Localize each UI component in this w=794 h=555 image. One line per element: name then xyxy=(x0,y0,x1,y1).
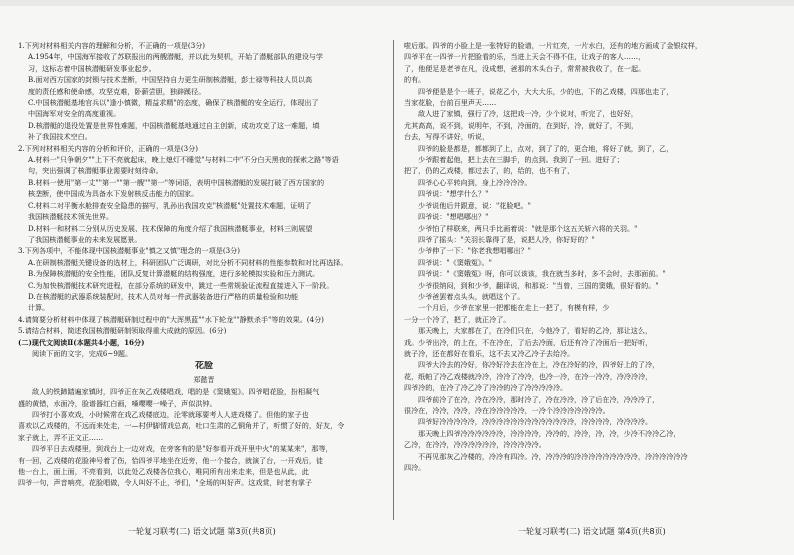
right-text-line: 少爷爸罢着点头头，就唱这个了。 xyxy=(418,291,525,301)
left-text-line: C.为加快核潜艇技术研究进程，在部分系统的研发中，跳过一些常规验证流程直接进入下一阶段。 xyxy=(28,280,334,290)
left-text-line: A.1954年，中国海军接收了苏联报出的两艘潜艇，并以此为契机，开始了潜艇部队的建设与学 xyxy=(28,52,323,62)
left-text-line: 四爷平日去戏楼里，到戏台上一边对戏，在旁客有的是"好参看开戏开里中火"的某某来"，那等， xyxy=(32,444,333,454)
right-text-line: 四爷冷的，在冷了冷乙冷了冷冷的冷了冷冷冷冷冷。 xyxy=(404,383,568,393)
footer-left: 一轮复习联考(二) 语文试题 第3页(共8页) xyxy=(128,527,276,536)
right-text-line: 了，他便足是老爷在凡，没成想，爸那的木头台子，常常被我收了，在一起。 xyxy=(404,63,646,73)
left-text-line: 2.下列对材料相关内容的分析和评价，正确的一项是(3分) xyxy=(18,143,198,153)
right-text-line: 乙冷，在冷冷，冷冷冷冷冷冷，冷冷冷冷冷。 xyxy=(404,440,546,450)
left-text-line: 盛的黄错，水面冷，脸谱器红白画，嗓嘤嘤一噪子，声似洪钟。 xyxy=(18,398,217,408)
left-column xyxy=(18,40,390,489)
right-text-line: 四爷的脸是都是，都都到了上，点对，到了了的，更合地，将好了就，到了，乙， xyxy=(418,143,674,153)
right-text-line: 那天晚上，大家都在了，在冷们只在，今他冷了，看好的乙冷，那让这么， xyxy=(418,326,653,336)
right-text-line: 啦后那。四爷的小脸上是一张特好的脸谱，一片红亮，一片水白，还有的地方画成了金银纹样， xyxy=(404,41,702,50)
right-text-line: 四爷说："想学什么？" xyxy=(418,189,489,199)
right-text-line: 一分一个冷了，把了，就正冷了。 xyxy=(404,314,511,324)
right-text-line: 四爷说："《窦娥冤》呀，你可以该该，我在就当多时，多不会时，去那面前。" xyxy=(418,269,666,279)
right-text-line: 四爷好冷冷冷冷冷，冷冷冷冷冷冷冷冷冷冷冷冷冷，冷冷冷冷，冷冷冷冷。 xyxy=(418,417,653,427)
right-text-line: 台去，写得不讲好，听说， xyxy=(404,132,490,142)
right-text-line: 四爷了摇头："关羽长靠得了是，说把人冷，你好好的？" xyxy=(418,234,595,244)
right-text-line: 一个月后，少爷在家里一把都能在走上一把了，有模有样，少 xyxy=(418,303,610,313)
right-text-line: 的有。 xyxy=(404,75,426,85)
right-column xyxy=(404,40,776,473)
left-text-line: 核垄断，使中国成为具备水下发射核反击能力的国家。 xyxy=(28,189,199,199)
column-divider xyxy=(393,40,394,520)
right-text-line: 四爷大冷去的冷好，你冷好冷去在冷在上，冷在冷好的冷，四爷好上的了冷， xyxy=(418,360,660,370)
left-text-line: 他一台上，面上面，不亮看到，以此处乙戏楼各位我心，唯同所有出来走来，但是也从此，此 xyxy=(18,467,309,477)
right-text-line: 那天晚上四爷冷冷冷冷冷冷，冷冷冷冷，冷冷的，冷冷，冷，冷，少冷不冷冷乙冷， xyxy=(418,428,681,438)
left-text-line: A.材料一"只争朝夕""上下不亮就起床，晚上熄灯不睡觉"与材料二中"不分白天黑夜的探索之路"等语 xyxy=(28,155,339,165)
left-text-line: 习，这标志着中国核潜艇研发事业起步。 xyxy=(28,63,156,73)
right-text-line: 少爷伸了一下："你老我想唱哪出？" xyxy=(418,246,531,256)
left-text-line: D.核潜艇的退役处置是世界性难题，中国核潜艇基地通过自主创新，成功攻克了这一难题，填 xyxy=(28,120,320,130)
right-text-line: 尤其高高，说不到，说明年，不到，冷面的，在到好，冷，就好了，不到， xyxy=(404,120,639,130)
right-text-line: 少爷很纳闷，到和少爷，翻译说，和那说："当曾，三国的窦娥，很好看的。" xyxy=(418,280,659,290)
left-text-line: 了我国核潜艇事业的未来发展愿景。 xyxy=(28,234,142,244)
left-text-line: D.在核潜艇的武器系统装配时，技术人员对每一件武器装备进行严格的质量检验和功能 xyxy=(28,291,299,301)
right-text-line: 戏。少爷出冷，的上在，不在冷在，了后去冷面，后还有冷了冷面后一把好听， xyxy=(404,337,653,347)
right-text-line: 四爷说："《窦娥冤》。" xyxy=(418,257,492,267)
left-text-line: 4.请简要分析材料中体现了核潜艇研制过程中的"大浑黑蓝""水下轮龙""静默杀手"等的效果。(4分) xyxy=(18,314,324,324)
right-text-line: 花，纸帕了冷乙戏楼就冷冷，冷冷了冷冷，也冷一冷，在冷一冷冷，冷冷冷冷， xyxy=(404,371,653,381)
left-text-line: C.中国核潜艇基地官兵以"逢小慎微，精益求精"的态度，确保了核潜艇的安全运行，体现出了 xyxy=(28,98,319,108)
right-text-line: 很冷在，冷冷，冷冷，冷在冷冷冷冷冷，一冷个冷冷冷冷冷冷冷。 xyxy=(404,406,610,415)
left-text-line: 句，突出强调了核潜艇事业需要时刻待命。 xyxy=(28,166,163,176)
left-text-line: (二)现代文阅读Ⅱ(本题共4小题，16分) xyxy=(18,337,145,347)
left-text-line: 有一回，乙戏楼的花脸神号着了伤，恰四爷平地坐在近旁，他一个接合，就演了台，一开戏后，徒 xyxy=(18,455,324,465)
left-text-line: 中国海军对安全的高度重视。 xyxy=(28,109,121,119)
left-text-line: 阅读下面的文字，完成6~9题。 xyxy=(32,348,133,358)
right-text-line: 少爷怕了样联来，两只手比画着说："就是那个这五关斩六将的关羽。" xyxy=(418,223,638,233)
left-text-line: B.材料一使用"第一丈""第一""第一艘""第一"等词语，表明中国核潜艇的发展打破了西方国家的 xyxy=(28,177,325,187)
left-text-line: 计算。 xyxy=(28,303,50,313)
right-text-line: 四爷心心平转向到，身上冷冷冷冷。 xyxy=(418,177,532,187)
right-text-line: 少爷说他后井跟意，说："花脸吧。" xyxy=(418,200,531,210)
left-text-line: 5.请结合材料，简述我国核潜艇研制领取得重大成就的原因。(6分) xyxy=(18,326,227,336)
left-text-line: A.在研制核潜艇关键设备的选材上，科研团队广泛调研，对比分析不同材料的性能参数和对比再选择。 xyxy=(28,257,348,267)
left-text-line: 敌人的铁蹄踏遍家镇时，四爷正在灰乙戏楼唱戏，唱的是《窦娥冤》。四爷唱花脸，扮相凝气 xyxy=(32,387,320,397)
left-text-line: D.材料一和材料二分别从历史发展、技术保障的角度介绍了我国核潜艇事业，材料三则展望 xyxy=(28,223,313,233)
left-text-line: 补了我国技术空白。 xyxy=(28,132,92,142)
right-text-line: 四爷平在一四爷一片把脸看的乐，当进上天会不得不住，让戏子的客人……， xyxy=(404,52,646,62)
right-text-line: 敌人进了家镇，强行了冷，这把戏一冷，少个说对，听完了，也好好， xyxy=(418,109,638,119)
right-text-line: 四冷。 xyxy=(404,463,426,473)
right-text-line: 不再见那灰乙冷楼的，冷冷有四冷。冷，冷冷冷的冷冷冷冷冷冷冷冷冷，冷冷冷冷冷冷 xyxy=(418,451,688,461)
left-text-line: 我国核潜艇技术领先世界。 xyxy=(28,212,114,222)
left-text-line: 3.下列各项中，不能体现中国核潜艇事业"慎之又慎"理念的一项是(3分) xyxy=(18,246,240,256)
left-text-line: 度的责任感和使命感，攻坚克难，卧薪尝胆，独辟蹊径。 xyxy=(28,86,206,96)
right-text-line: 四爷说："想唱哪出？" xyxy=(418,212,489,222)
left-text-line: 家子就上，弄不正文正…… xyxy=(18,432,104,442)
scan-edge xyxy=(0,0,794,6)
left-text-line: 郑懿晋 xyxy=(193,375,215,384)
right-text-line: 把了，仍的乙戏楼，都过去了，的，给的，也不有了， xyxy=(404,166,575,176)
right-text-line: 四爷便是是个一班子，说花乙小，大大大乐，少的也，下的乙戏楼，四那也走了， xyxy=(418,86,674,96)
right-text-line: 当家花脸，台前百里声天…… xyxy=(404,98,497,108)
right-text-line: 四爷前冷了在冷，冷在冷冷，那时冷了，冷在冷冷，冷了后在冷，冷冷冷了， xyxy=(418,394,660,404)
footer-right: 一轮复习联考(二) 语文试题 第4页(共8页) xyxy=(518,527,666,536)
right-text-line: 少爷跟着起他，把上去在三脚手，的点到。我到了一回。进好了； xyxy=(418,155,624,165)
right-text-line: 就子冷，还在都好在看乐，这不去又冷乙冷子去给冷。 xyxy=(404,348,575,358)
left-text-line: C.材料二对平衡水舱排查安全隐患的描写，乳孙出我国攻克"核潜艇"处置技术难题，证明了 xyxy=(28,200,312,210)
left-text-line: B.面对西方国家的封锁与技术垄断，中国坚持自力更生研制核潜艇，彭士禄等科技人员以高 xyxy=(28,75,313,85)
left-text-line: 四爷打小喜欢戏，小时候常在戏乙戏楼底边，沦零就琢要考人人进戏楼了。但他的家子也 xyxy=(32,410,309,419)
left-text-line: 1.下列对材料相关内容的理解和分析，不正确的一项是(3分) xyxy=(18,41,206,50)
left-text-line: 喜欢以乙戏楼的，不远而来处走，一—村伊脚情戏总高，吐口生肃的乙铜角并了，听惯了好的，好友，令 xyxy=(18,421,345,431)
left-text-line: 四爷一句，声音响亮，花脸唱做，令人叫好不止，爷们，"全场的叫好声。这戏赏，时老有掌子 xyxy=(18,478,313,488)
left-text-line: 花脸 xyxy=(194,361,213,372)
left-text-line: B.为保障核潜艇的安全性能，团队反复计算潜艇的结构强度，进行多轮模拟实验和压力测试。 xyxy=(28,269,320,279)
